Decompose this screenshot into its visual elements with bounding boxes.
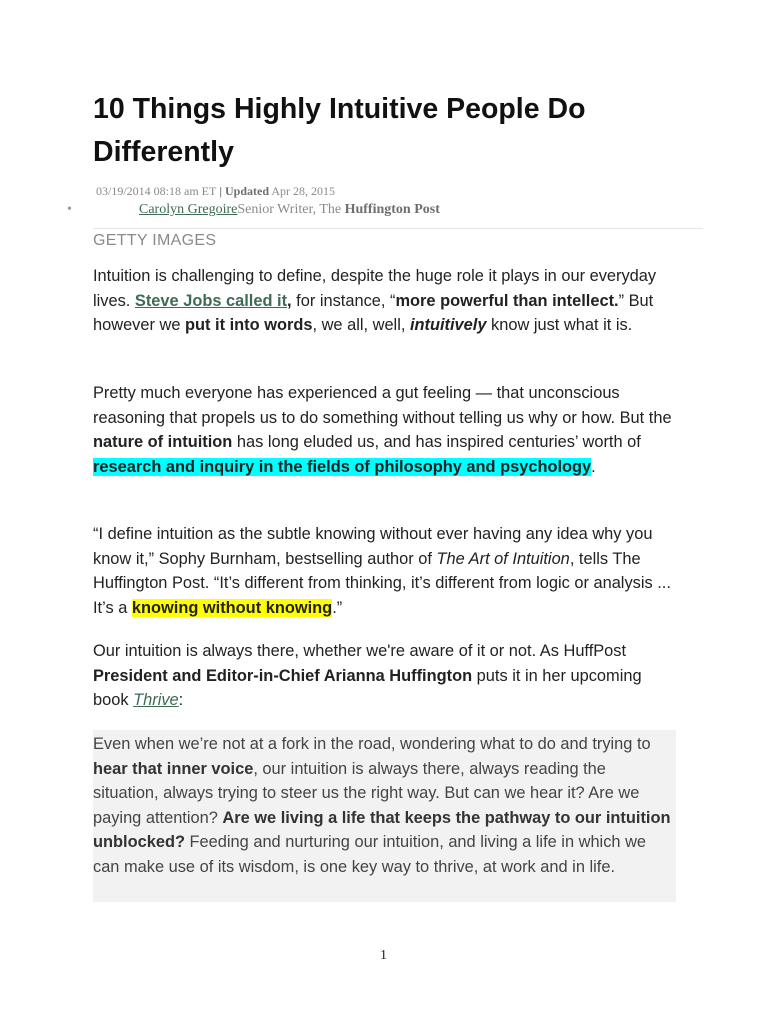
text: has long eluded us, and has inspired centuries’ worth of — [232, 433, 641, 452]
paragraph-1 — [93, 264, 676, 338]
bold-text: President and Editor-in-Chief Arianna Huffington — [93, 666, 473, 685]
text: ” But however we — [93, 291, 654, 335]
bold-text: put it into words — [185, 316, 313, 335]
text: Our intuition is always there, whether we're aware of it or not. As HuffPost — [93, 642, 627, 660]
text: , tells The Huffington Post. “It’s different from thinking, it’s different from logic or analysis ... It’s a — [93, 549, 671, 618]
text: Pretty much everyone has experienced a gut feeling — that unconscious reasoning that propels us to do something without telling us why or how. But the — [93, 384, 672, 427]
steve-jobs-link[interactable]: Steve Jobs called it — [134, 291, 288, 310]
text: puts it in her upcoming book — [93, 666, 642, 710]
bold-text: hear that inner voice — [93, 759, 254, 778]
text: .” — [332, 599, 343, 618]
text: “I define intuition as the subtle knowing without ever having any idea why you know it,” Sophy Burnham, bestselling author of — [93, 525, 653, 568]
article-title: 10 Things Highly Intuitive People Do Differently — [93, 93, 586, 168]
bullet-icon: • — [67, 202, 72, 217]
author-role: Senior Writer, The — [237, 202, 345, 217]
paragraph-3 — [93, 522, 676, 621]
text: Even when we’re not at a fork in the road, wondering what to do and trying to — [93, 735, 651, 753]
paragraph-2 — [93, 381, 676, 480]
text: know just what it is. — [486, 316, 633, 335]
meta-separator: | — [216, 184, 225, 198]
updated-date: Apr 28, 2015 — [269, 184, 335, 198]
updated-label: Updated — [224, 184, 269, 198]
text: Intuition is challenging to define, despite the huge role it plays in our everyday lives. — [93, 267, 657, 310]
text: for instance, “ — [291, 291, 396, 310]
image-credit: GETTY IMAGES — [93, 232, 217, 249]
bold-text: nature of intuition — [93, 433, 233, 452]
bold-italic-text: intuitively — [409, 316, 487, 335]
page-number: 1 — [380, 948, 387, 963]
text: , we all, well, — [312, 316, 410, 335]
cyan-highlight: research and inquiry in the fields of philosophy and psychology — [93, 458, 592, 477]
thrive-link[interactable]: Thrive — [133, 691, 179, 710]
bold-text: Are we living a life that keeps the pathway to our intuition unblocked? — [93, 808, 671, 851]
text: : — [178, 691, 184, 710]
text: , — [287, 291, 292, 310]
text: . — [591, 458, 596, 477]
quote-text — [93, 730, 676, 879]
article-meta — [96, 184, 335, 199]
yellow-highlight: knowing without knowing — [131, 599, 333, 618]
text: Feeding and nurturing our intuition, and living a life in which we can make use of its wisdom, is one key way to thrive, at work and in life. — [93, 833, 647, 876]
divider — [93, 228, 703, 229]
book-title: The Art of Intuition — [436, 549, 570, 568]
author-link[interactable]: Carolyn Gregoire — [139, 202, 238, 217]
blockquote — [93, 730, 676, 902]
publication-name: Huffington Post — [344, 202, 440, 217]
bold-text: more powerful than intellect. — [395, 291, 619, 310]
byline — [67, 202, 440, 218]
publish-date: 03/19/2014 08:18 am ET — [96, 184, 217, 198]
text: , our intuition is always there, always reading the situation, always trying to steer us the right way. But can we hear it? Are we paying attention? — [93, 759, 640, 827]
paragraph-4 — [93, 639, 676, 713]
